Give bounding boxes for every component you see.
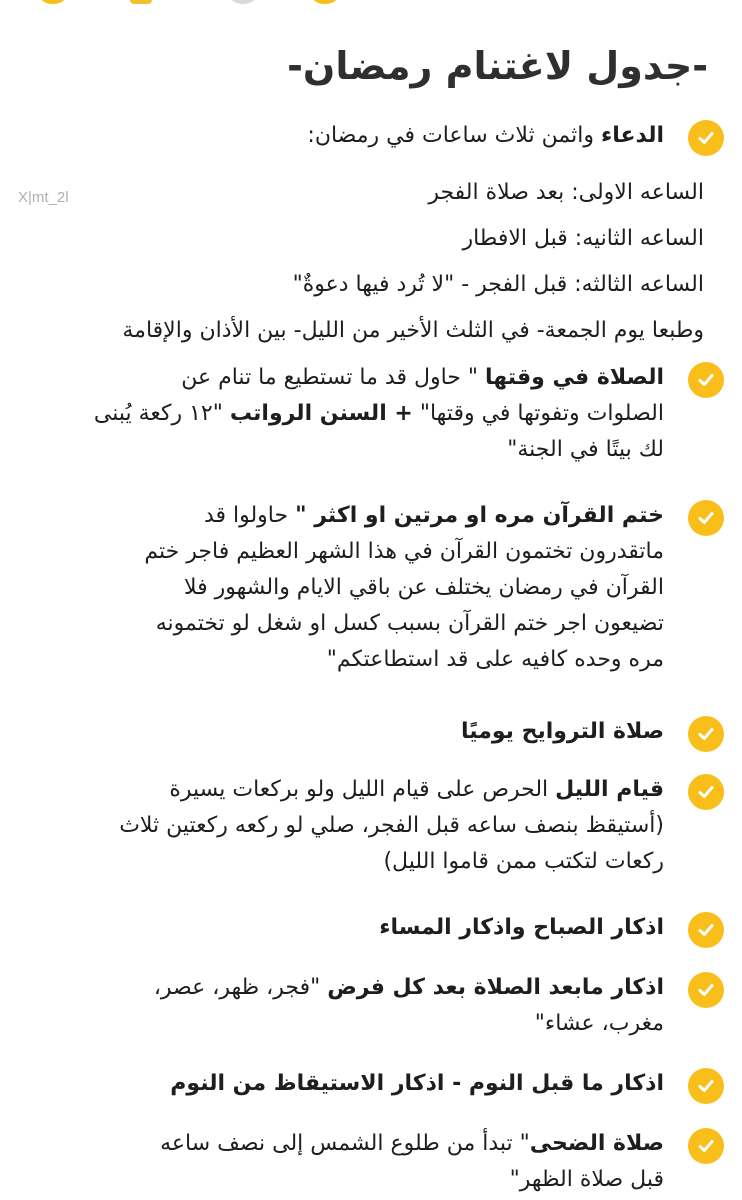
check-circle-icon (688, 716, 724, 752)
item-text: الصلوات وتفوتها في وقتها" (412, 401, 664, 426)
item-text: قبل صلاة الظهر" (509, 1167, 664, 1192)
item-text: ركعات لتكتب ممن قاموا الليل) (383, 849, 664, 874)
item-title: اذكار الصباح واذكار المساء (379, 915, 664, 940)
item-title: اذكار مابعد الصلاة بعد كل فرض (327, 975, 664, 1000)
item-text: واثمن ثلاث ساعات في رمضان: (307, 123, 601, 148)
emoji-icon (130, 0, 152, 4)
hour-line-4: وطبعا يوم الجمعة- في الثلث الأخير من الليل- بين الأذان والإقامة (122, 318, 704, 343)
item-title: ختم القرآن مره او مرتين او اكثر " (295, 503, 664, 528)
emoji-icon (40, 0, 66, 4)
item-text: "١٢ ركعة يُبنى (93, 401, 230, 426)
hour-line-1: الساعه الاولى: بعد صلاة الفجر (428, 180, 704, 205)
page-title: -جدول لاغتنام رمضان- (287, 44, 708, 88)
list-item-adhkar-prayer (24, 970, 664, 1042)
item-text: (أستيقظ بنصف ساعه قبل الفجر، صلي لو ركعه ركعتين ثلاث (119, 813, 664, 838)
item-text: "فجر، ظهر، عصر، (153, 975, 328, 1000)
item-title: الدعاء (600, 123, 664, 148)
list-item-quran (24, 498, 664, 678)
hour-line-3: الساعه الثالثه: قبل الفجر - "لا تُرد فيها دعوةٌ" (292, 272, 704, 297)
list-item-hours (24, 170, 704, 354)
check-circle-icon (688, 912, 724, 948)
check-circle-icon (688, 1068, 724, 1104)
list-item-qiyam (24, 772, 664, 880)
watermark: X|mt_2l (18, 189, 69, 206)
hour-line-2: الساعه الثانيه: قبل الافطار (462, 226, 704, 251)
item-text: مره وحده كافيه على قد استطاعتكم" (326, 647, 664, 672)
item-title: صلاة التروايح يوميًا (461, 719, 664, 744)
item-title: اذكار ما قبل النوم - اذكار الاستيقاظ من النوم (170, 1071, 664, 1096)
list-item-duha (24, 1126, 664, 1198)
item-title: قيام الليل (555, 777, 664, 802)
item-title: الصلاة في وقتها (485, 365, 664, 390)
emoji-icon (312, 0, 338, 4)
check-circle-icon (688, 500, 724, 536)
check-circle-icon (688, 120, 724, 156)
check-circle-icon (688, 1128, 724, 1164)
item-text: " تبدأ من طلوع الشمس إلى نصف ساعه (160, 1131, 530, 1156)
list-item-prayer (24, 360, 664, 468)
list-item-tarawih (24, 714, 664, 750)
item-text: حاولوا قد (203, 503, 296, 528)
item-title: + السنن الرواتب (229, 401, 413, 426)
item-text: ماتقدرون تختمون القرآن في هذا الشهر العظيم فاجر ختم (144, 539, 664, 564)
list-item-adhkar-day (24, 910, 664, 946)
item-text: " حاول قد ما تستطيع ما تنام عن (181, 365, 485, 390)
list-item-dua (24, 118, 664, 154)
item-text: مغرب، عشاء" (534, 1011, 664, 1036)
item-title: صلاة الضحى (529, 1131, 664, 1156)
item-text: تضيعون اجر ختم القرآن بسبب كسل او شغل لو تختمونه (155, 611, 664, 636)
check-circle-icon (688, 972, 724, 1008)
top-icons-strip (0, 0, 742, 8)
list-item-adhkar-sleep (24, 1066, 664, 1102)
item-text: القرآن في رمضان يختلف عن باقي الايام والشهور فلا (183, 575, 664, 600)
item-text: الحرص على قيام الليل ولو بركعات يسيرة (169, 777, 556, 802)
emoji-icon (230, 0, 256, 4)
item-text: لك بيتًا في الجنة" (507, 437, 664, 462)
check-circle-icon (688, 362, 724, 398)
check-circle-icon (688, 774, 724, 810)
